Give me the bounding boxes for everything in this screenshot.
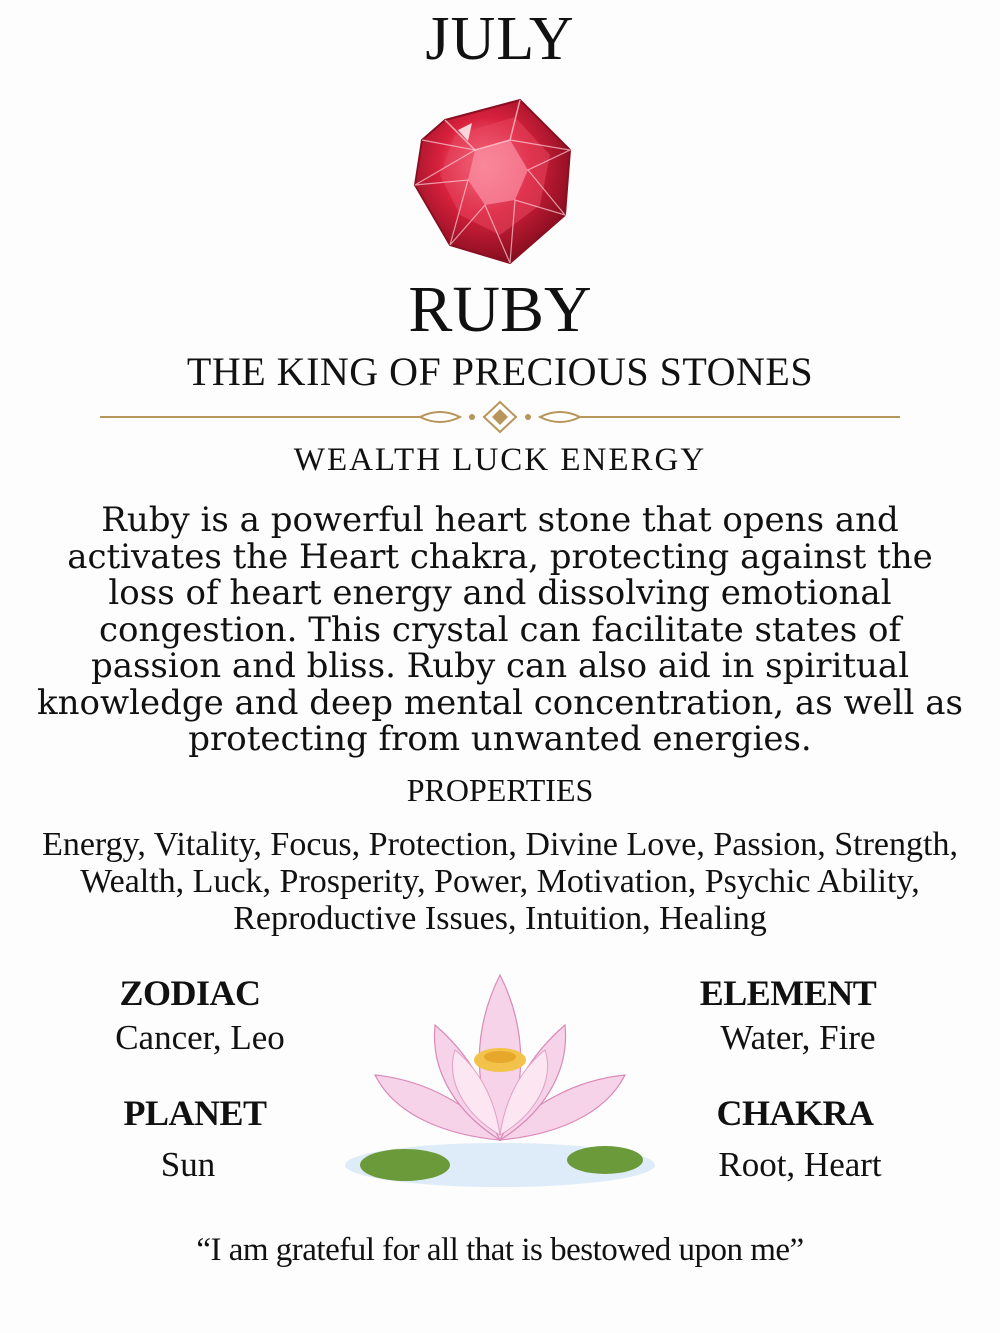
properties-list: Energy, Vitality, Focus, Protection, Divine Love, Passion, Strength, Wealth, Luck, Prosperity, Power, Motivation, Psychic Ability, Reproductive Issues, Intuition, Healing xyxy=(42,826,958,937)
chakra-value: Root, Heart xyxy=(718,1145,882,1184)
stone-keywords: WEALTH LUCK ENERGY xyxy=(293,442,707,478)
planet-label: PLANET xyxy=(123,1093,267,1133)
stone-description: Ruby is a powerful heart stone that opens and activates the Heart chakra, protecting against the loss of heart energy and dissolving emotional congestion. This crystal can facilitate states of passion and bliss. Ruby can also aid in spiritual knowledge and deep mental concentration, as well as protecting from unwanted energies. xyxy=(37,500,963,759)
properties-heading: PROPERTIES xyxy=(406,772,594,808)
element-value: Water, Fire xyxy=(720,1018,876,1057)
lotus-flower-illustration xyxy=(335,965,665,1195)
element-label: ELEMENT xyxy=(699,973,877,1013)
ornamental-divider xyxy=(100,400,900,434)
zodiac-value: Cancer, Leo xyxy=(115,1018,285,1057)
stone-tagline: THE KING OF PRECIOUS STONES xyxy=(186,349,814,394)
chakra-label: CHAKRA xyxy=(716,1093,874,1133)
zodiac-label: ZODIAC xyxy=(119,973,261,1013)
planet-value: Sun xyxy=(160,1145,216,1184)
affirmation-quote: “I am grateful for all that is bestowed upon me” xyxy=(196,1232,804,1268)
month-title: JULY xyxy=(425,5,575,73)
ruby-gem-illustration xyxy=(410,95,580,270)
stone-name: RUBY xyxy=(408,273,592,346)
